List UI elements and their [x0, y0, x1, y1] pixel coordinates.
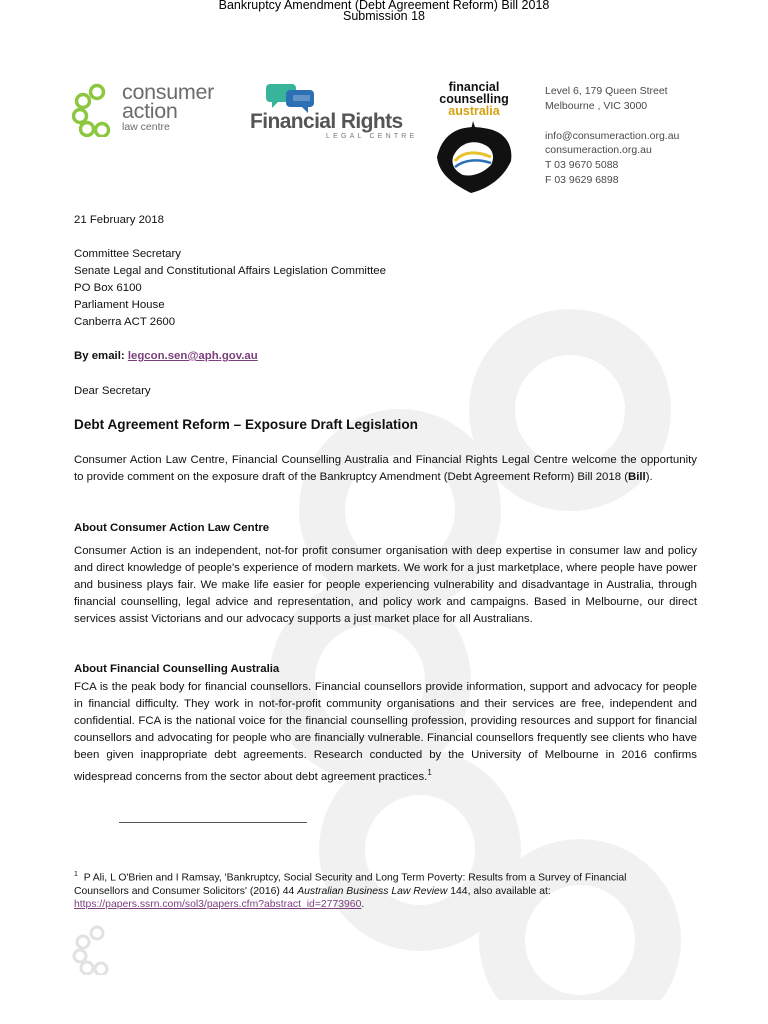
address-line1: Level 6, 179 Queen Street [545, 85, 668, 97]
address-line2: Melbourne , VIC 3000 [545, 99, 648, 112]
intro-text: Consumer Action Law Centre, Financial Counselling Australia and Financial Rights Legal Centre welcome the opportunity to provide comment on the exposure draft of the Bankruptcy Amendment (Debt Agreement Reform) Bill 2018 ( [74, 454, 697, 483]
by-email-label: By email: [74, 350, 125, 362]
submission-header [0, 0, 768, 22]
letter-date: 21 February 2018 [74, 214, 164, 226]
recipient-line: PO Box 6100 [74, 282, 142, 294]
intro-text-end: ). [645, 471, 653, 483]
footnote-url-link[interactable]: https://papers.ssrn.com/sol3/papers.cfm?abstract_id=2773960 [74, 899, 362, 911]
intro-bold-term: Bill [628, 471, 646, 483]
recipient-address [74, 246, 697, 331]
footnote-end: . [361, 899, 365, 911]
fca-logo-line3: australia [448, 104, 500, 118]
section1-paragraph: Consumer Action is an independent, not-for profit consumer organisation with deep expertise in consumer law and policy and direct knowledge of people's experience of modern markets. We work for a just marketplace, where people have power and business plays fair. We make life easier for people experiencing vulnerability and disadvantage in Australia, through financial counselling, legal advice and representation, and policy work and campaigns. Based in Melbourne, our direct services assist Victorians and our advocacy supports a just market place for all Australians. [74, 545, 697, 625]
email-link[interactable]: legcon.sen@aph.gov.au [127, 350, 258, 362]
footnote-text-tail: 144, also available at: [447, 885, 551, 897]
footnote-reference[interactable]: 1 [427, 768, 432, 777]
section1-heading: About Consumer Action Law Centre [74, 522, 270, 534]
consumer-action-logo-line1: consumer [122, 80, 214, 104]
intro-paragraph [74, 452, 697, 486]
fca-logo [433, 81, 515, 195]
letter-title: Debt Agreement Reform – Exposure Draft Legislation [74, 417, 418, 432]
consumer-action-logo-line2: action [122, 99, 178, 123]
financial-rights-logo-subtext: LEGAL CENTRE [326, 133, 418, 140]
section2-heading: About Financial Counselling Australia [74, 663, 280, 675]
fca-logo-line1: financial [448, 80, 500, 94]
footer-logo-mark-icon [72, 925, 120, 975]
recipient-line: Senate Legal and Constitutional Affairs Legislation Committee [74, 265, 386, 277]
recipient-line: Canberra ACT 2600 [74, 316, 176, 328]
footnote-divider [119, 822, 307, 823]
contact-phone: T 03 9670 5088 [545, 159, 619, 172]
financial-rights-logo [250, 82, 418, 142]
fca-emblem-icon [433, 117, 515, 195]
footnote-journal: Australian Business Law Review [297, 885, 448, 897]
header-bill-title: Bankruptcy Amendment (Debt Agreement Reform) Bill 2018 [218, 0, 550, 12]
contact-email[interactable]: info@consumeraction.org.au [545, 129, 680, 142]
footnote-text: P Ali, L O'Brien and I Ramsay, 'Bankruptcy, Social Security and Long Term Poverty: Results from a Survey of Financial Counsellors and Consumer Solicitors' (2016) 44 [74, 872, 627, 897]
header-submission-number: Submission 18 [343, 9, 425, 23]
contact-details [545, 84, 679, 188]
consumer-action-logo [72, 80, 244, 137]
section2-text: FCA is the peak body for financial counsellors. Financial counsellors provide information, support and advocacy for people in financial difficulty. They work in not-for-profit community organisations and their services are free, independent and confidential. FCA is the national voice for the financial counselling profession, providing resources and support for financial counsellors and advocating for people who are financially vulnerable. Financial counsellors frequently see clients who have been given inappropriate debt agreements. Research conducted by the University of Melbourne in 2016 confirms widespread concerns from the sector about debt agreement practices. [74, 681, 697, 783]
consumer-action-logo-line3: law centre [122, 121, 170, 133]
consumer-action-rings-icon [72, 83, 120, 137]
section2-paragraph [74, 679, 697, 786]
financial-rights-logo-text: Financial Rights [250, 110, 403, 133]
recipient-line: Parliament House [74, 299, 165, 311]
salutation: Dear Secretary [74, 385, 151, 397]
footnote [74, 868, 674, 912]
contact-website[interactable]: consumeraction.org.au [545, 144, 652, 157]
fca-logo-line2: counselling [439, 92, 509, 106]
by-email-line [74, 348, 697, 365]
footnote-number: 1 [74, 871, 78, 878]
recipient-line: Committee Secretary [74, 248, 181, 260]
contact-fax: F 03 9629 6898 [545, 173, 619, 186]
